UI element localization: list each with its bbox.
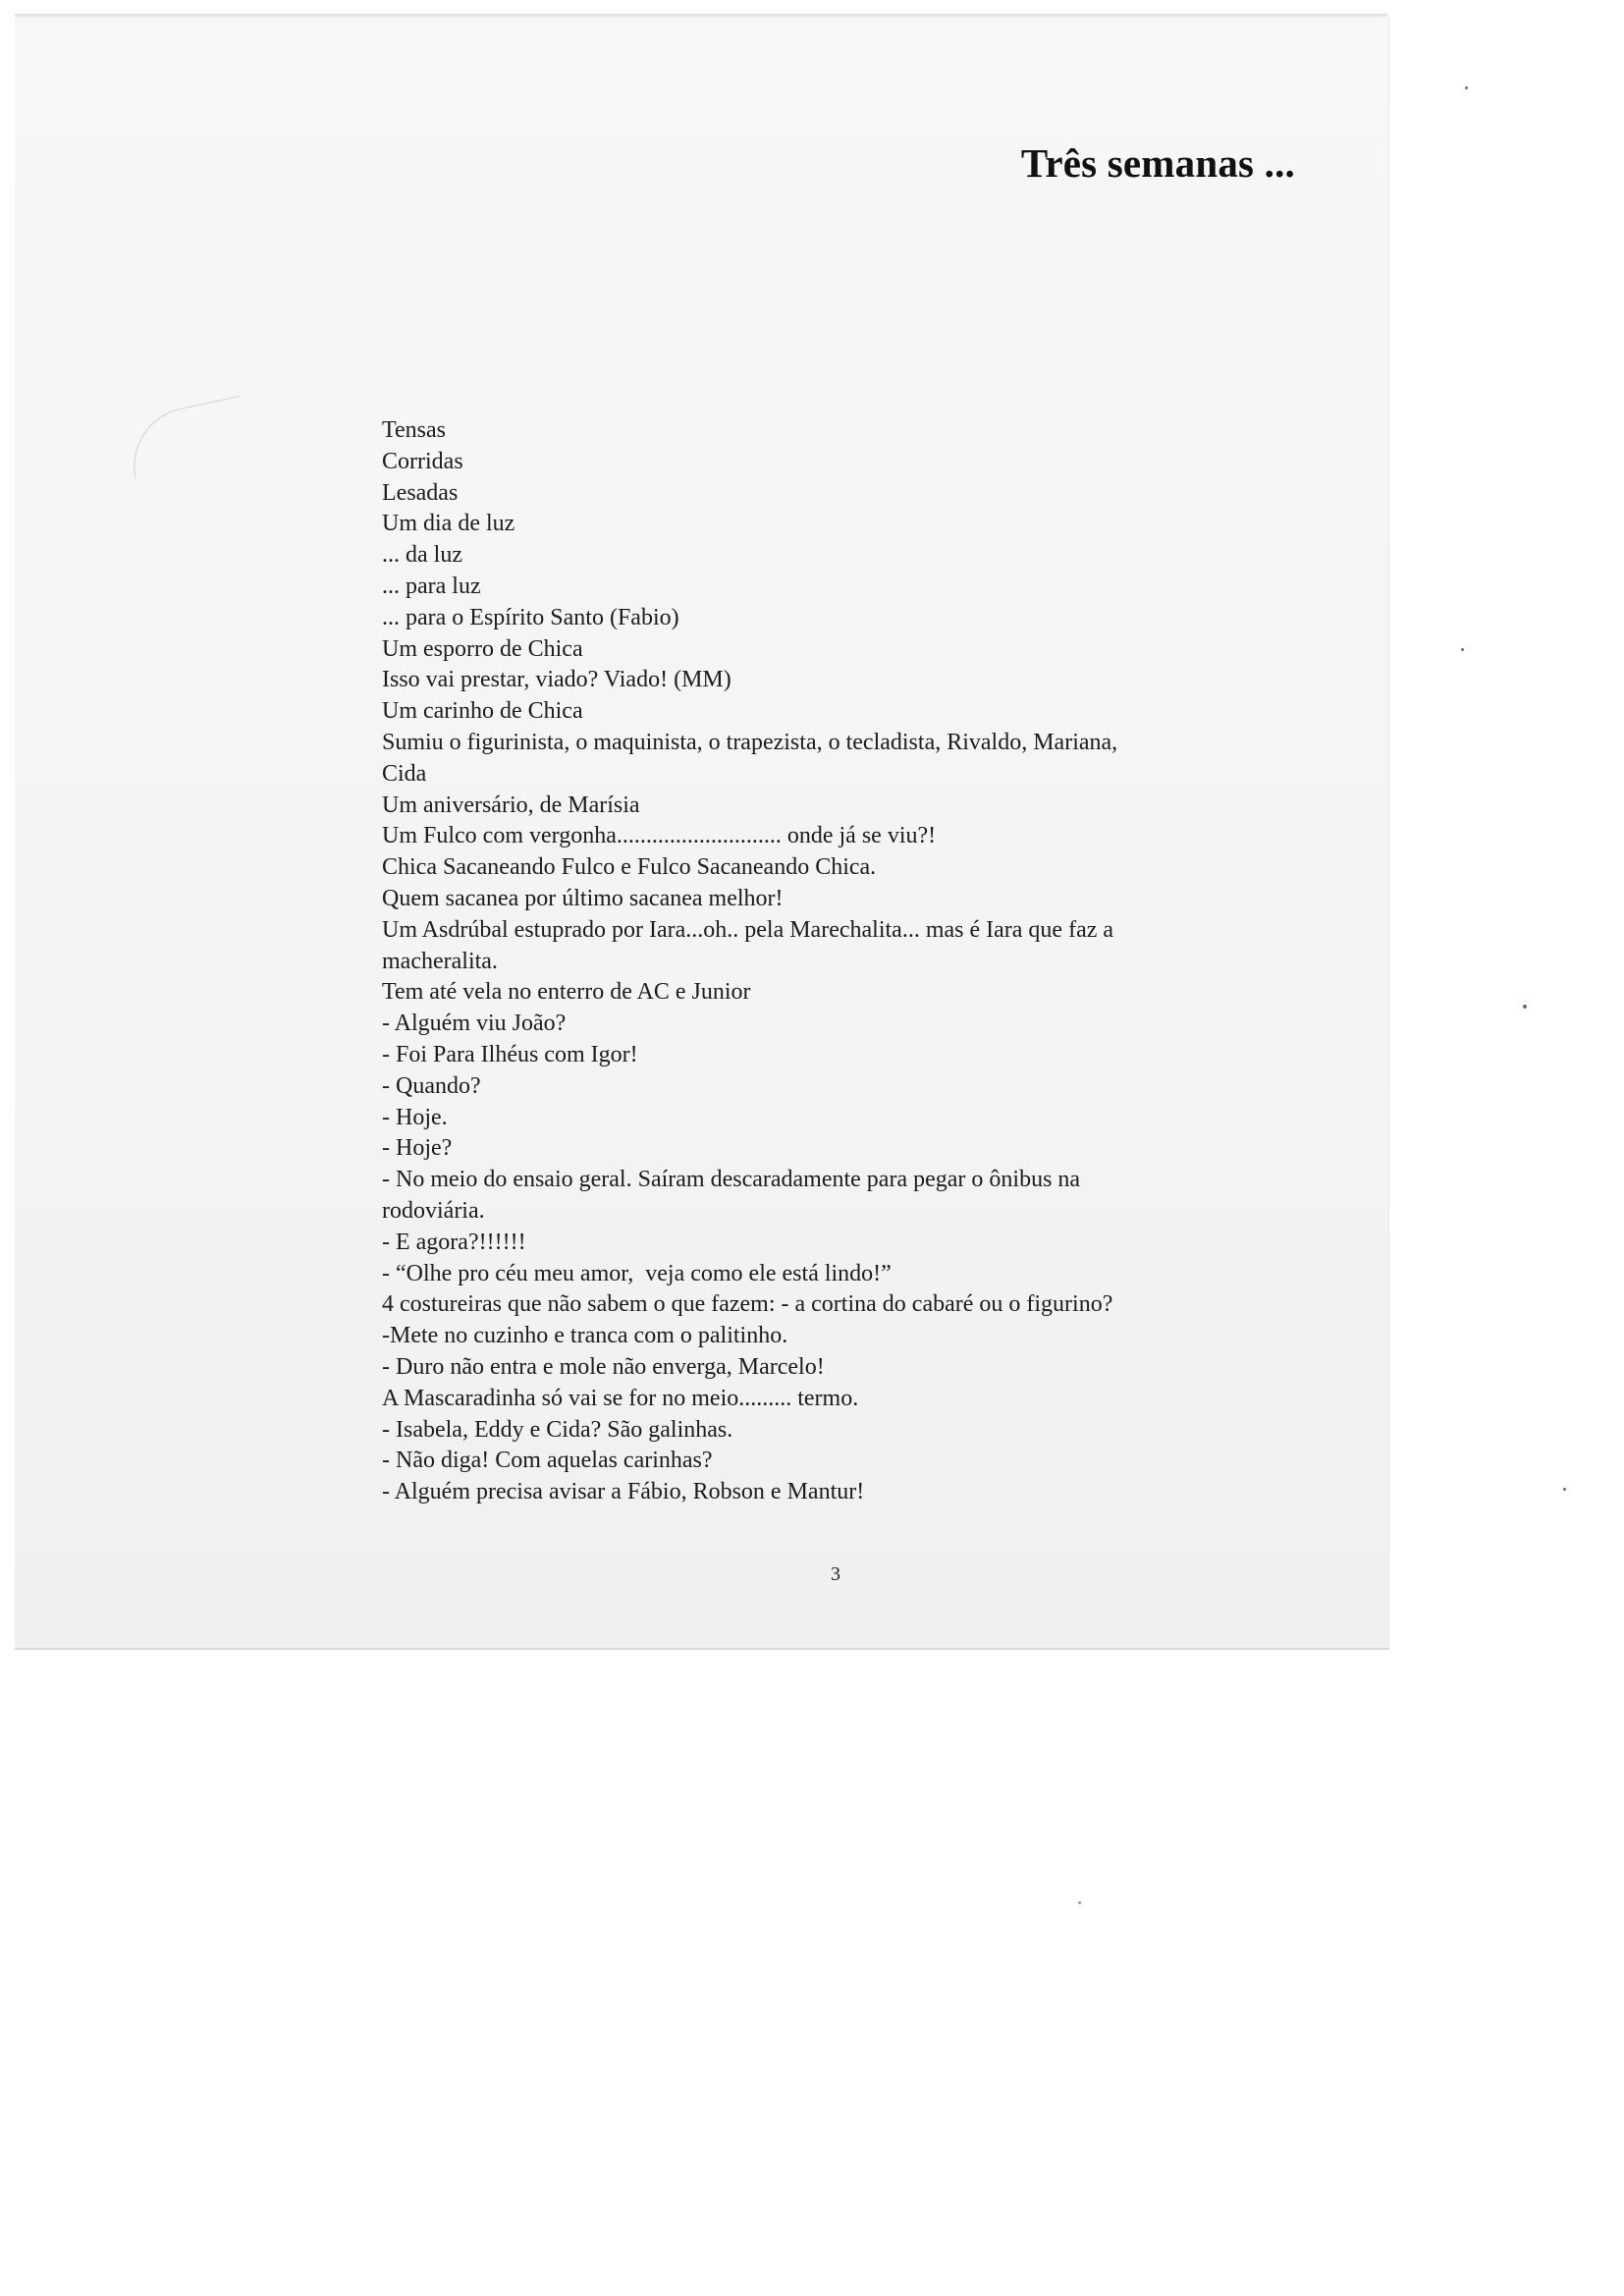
text-line: Sumiu o figurinista, o maquinista, o trapezista, o tecladista, Rivaldo, Mariana, bbox=[382, 729, 1118, 755]
text-line: Corridas bbox=[382, 448, 463, 474]
text-line: A Mascaradinha só vai se for no meio......... termo. bbox=[382, 1385, 859, 1411]
page-number: 3 bbox=[831, 1563, 840, 1585]
text-line: - Alguém precisa avisar a Fábio, Robson e Mantur! bbox=[382, 1479, 865, 1505]
text-line: - E agora?!!!!!! bbox=[382, 1229, 526, 1255]
text-line: - Isabela, Eddy e Cida? São galinhas. bbox=[382, 1416, 733, 1443]
text-line: Cida bbox=[382, 760, 427, 787]
text-line: - Duro não entra e mole não enverga, Marcelo! bbox=[382, 1353, 825, 1380]
text-line: ... para o Espírito Santo (Fabio) bbox=[382, 604, 679, 630]
text-line: Isso vai prestar, viado? Viado! (MM) bbox=[382, 667, 731, 693]
scan-speck bbox=[1465, 86, 1468, 89]
text-line: Tem até vela no enterro de AC e Junior bbox=[382, 979, 751, 1006]
page-title: Três semanas ... bbox=[1020, 140, 1295, 186]
text-line: rodoviária. bbox=[382, 1197, 485, 1224]
text-line: -Mete no cuzinho e tranca com o palitinho. bbox=[382, 1323, 788, 1349]
text-line: 4 costureiras que não sabem o que fazem: - a cortina do cabaré ou o figurino? bbox=[382, 1291, 1113, 1318]
text-line: - Quando? bbox=[382, 1072, 481, 1099]
scan-speck bbox=[1078, 1901, 1081, 1904]
text-line: - Hoje. bbox=[382, 1104, 448, 1130]
text-line: ... para luz bbox=[382, 573, 481, 599]
poem-body bbox=[382, 415, 1285, 1508]
text-line: Tensas bbox=[382, 417, 446, 443]
text-line: Quem sacanea por último sacanea melhor! bbox=[382, 885, 784, 911]
text-line: - “Olhe pro céu meu amor, veja como ele está lindo!” bbox=[382, 1260, 892, 1286]
scan-speck bbox=[1563, 1488, 1566, 1491]
text-line: Um dia de luz bbox=[382, 511, 515, 537]
scan-speck bbox=[1523, 1005, 1527, 1009]
text-line: - Não diga! Com aquelas carinhas? bbox=[382, 1448, 713, 1474]
text-line: Um esporro de Chica bbox=[382, 635, 583, 662]
text-line: - Hoje? bbox=[382, 1135, 453, 1162]
text-line: - No meio do ensaio geral. Saíram descaradamente para pegar o ônibus na bbox=[382, 1167, 1081, 1193]
text-line: Chica Sacaneando Fulco e Fulco Sacaneando Chica. bbox=[382, 854, 877, 881]
scan-speck bbox=[1461, 648, 1464, 651]
text-line: ... da luz bbox=[382, 542, 462, 569]
text-line: - Alguém viu João? bbox=[382, 1011, 567, 1037]
text-line: Lesadas bbox=[382, 479, 459, 506]
text-line: Um Asdrúbal estuprado por Iara...oh.. pela Marechalita... mas é Iara que faz a bbox=[382, 916, 1114, 943]
text-line: Um Fulco com vergonha............................ onde já se viu?! bbox=[382, 823, 937, 849]
text-line: Um aniversário, de Marísia bbox=[382, 792, 640, 818]
text-line: - Foi Para Ilhéus com Igor! bbox=[382, 1041, 638, 1067]
text-line: Um carinho de Chica bbox=[382, 698, 583, 725]
text-line: macheralita. bbox=[382, 948, 498, 974]
